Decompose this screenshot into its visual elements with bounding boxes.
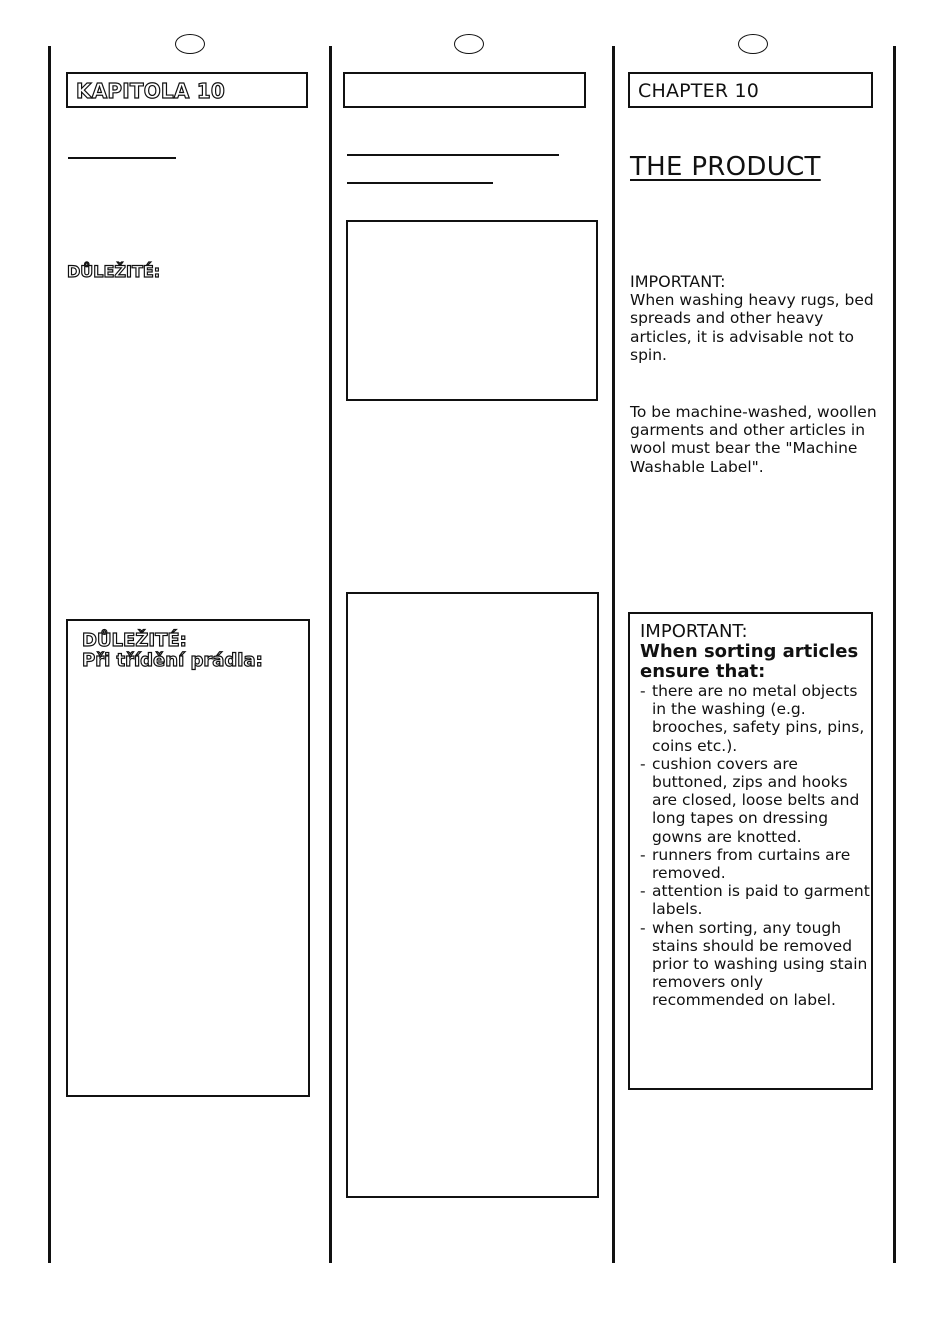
sorting-box-subtitle-czech: Při třídění prádla: (82, 650, 263, 671)
chapter-title-czech: KAPITOLA 10 (76, 79, 225, 103)
chapter-header-center (343, 72, 586, 108)
chapter-header-english (628, 72, 873, 108)
sorting-box-subtitle-english: When sorting articles ensure that: (640, 641, 859, 682)
column-divider-center-right (612, 46, 615, 1263)
list-item: - there are no metal objects in the washing (e.g. brooches, safety pins, pins, coins etc.). (640, 682, 865, 755)
sorting-box-czech (66, 619, 310, 1097)
list-item: - when sorting, any tough stains should be removed prior to washing using stain removers only recommended on label. (640, 918, 868, 1010)
important-box-center (346, 220, 598, 401)
language-marker-left (175, 34, 205, 54)
important-label-english: IMPORTANT: (630, 272, 726, 291)
sorting-box-english (628, 612, 873, 1090)
sorting-box-title-czech: DŮLEŽITÉ: (82, 630, 187, 651)
page-title-english: THE PRODUCT (630, 152, 821, 182)
chapter-title-english: CHAPTER 10 (638, 80, 760, 102)
column-divider-right (893, 46, 896, 1263)
chapter-header-czech (66, 72, 308, 108)
important-note-english (630, 273, 882, 364)
title-underline-center-1 (347, 154, 559, 156)
important-text-english: When washing heavy rugs, bed spreads and other heavy articles, it is advisable not to spin. (630, 291, 874, 364)
wool-note-english: To be machine-washed, woollen garments and other articles in wool must bear the "Machine Washable Label". (630, 403, 877, 476)
important-label-czech: DŮLEŽITÉ: (67, 262, 161, 281)
sorting-checklist-english (640, 682, 870, 1010)
sorting-box-title-english: IMPORTANT: (640, 621, 748, 642)
title-underline-center-2 (347, 182, 493, 184)
column-divider-center-left (329, 46, 332, 1263)
language-marker-right (738, 34, 768, 54)
list-item: - cushion covers are buttoned, zips and hooks are closed, loose belts and long tapes on dressing gowns are knotted. (640, 754, 860, 846)
sorting-box-center (346, 592, 599, 1198)
list-item: - runners from curtains are removed. (640, 845, 851, 883)
list-item: - attention is paid to garment labels. (640, 882, 870, 919)
language-marker-center (454, 34, 484, 54)
title-underline-czech (68, 157, 176, 159)
column-divider-left (48, 46, 51, 1263)
